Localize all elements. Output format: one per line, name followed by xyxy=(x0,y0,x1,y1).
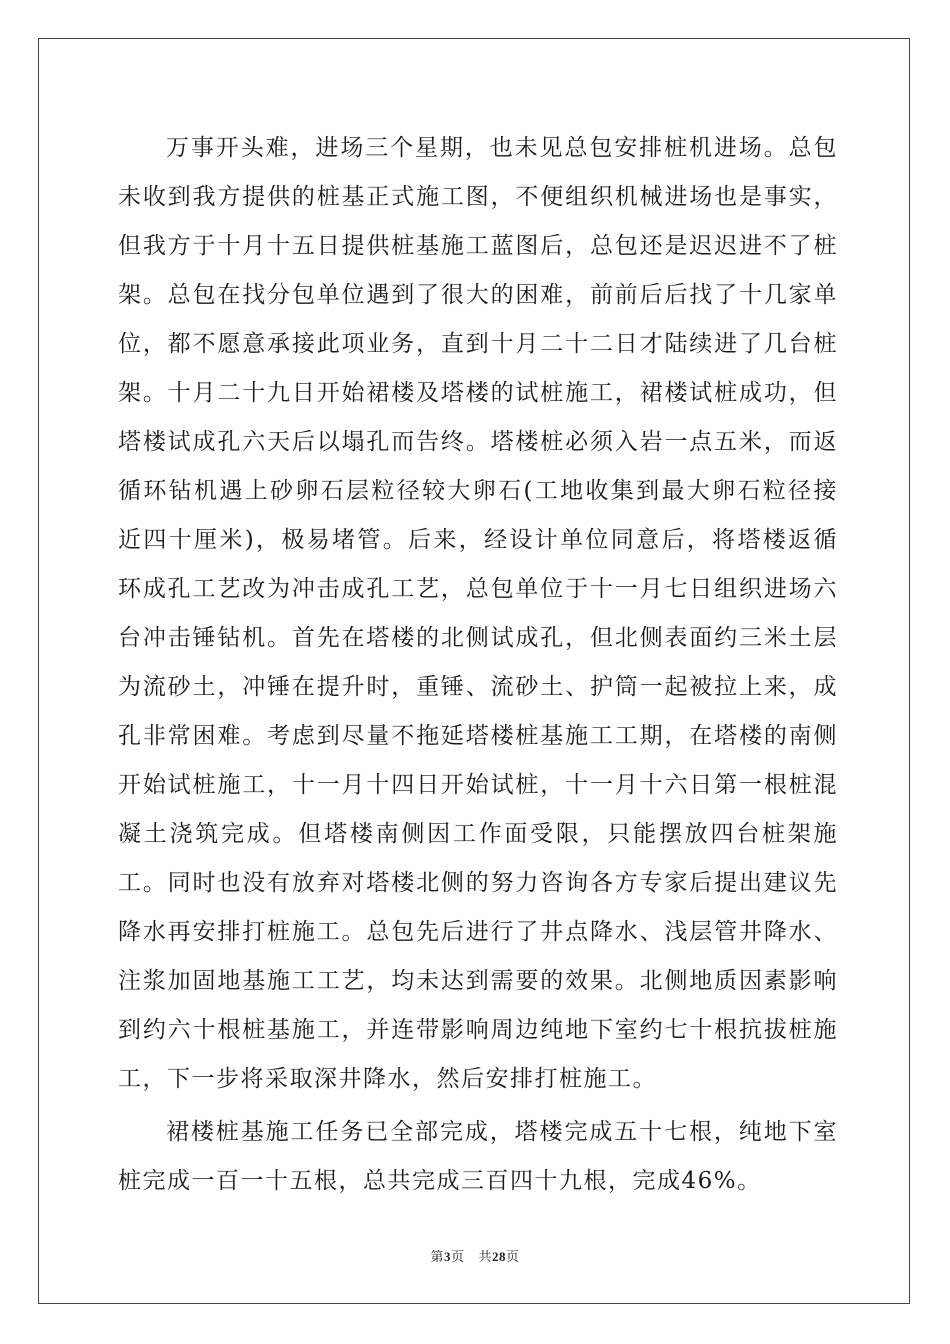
current-page-number: 3 xyxy=(443,1249,451,1264)
page-footer xyxy=(0,1246,950,1265)
page-number-prefix: 第 xyxy=(430,1250,444,1265)
total-pages-suffix: 页 xyxy=(506,1250,520,1265)
paragraph-2: 裙楼桩基施工任务已全部完成，塔楼完成五十七根，纯地下室桩完成一百一十五根，总共完成三百四十九根，完成46%。 xyxy=(118,1119,838,1194)
paragraph-1: 万事开头难，进场三个星期，也未见总包安排桩机进场。总包未收到我方提供的桩基正式施工图，不便组织机械进场也是事实，但我方于十月十五日提供桩基施工蓝图后，总包还是迟迟进不了桩架。总包在找分包单位遇到了很大的困难，前前后后找了十几家单位，都不愿意承接此项业务，直到十月二十二日才陆续进了几台桩架。十月二十九日开始裙楼及塔楼的试桩施工，裙楼试桩成功，但塔楼试成孔六天后以塌孔而告终。塔楼桩必须入岩一点五米，而返循环钻机遇上砂卵石层粒径较大卵石(工地收集到最大卵石粒径接近四十厘米)，极易堵管。后来，经设计单位同意后，将塔楼返循环成孔工艺改为冲击成孔工艺，总包单位于十一月七日组织进场六台冲击锤钻机。首先在塔楼的北侧试成孔，但北侧表面约三米土层为流砂土，冲锤在提升时，重锤、流砂土、护筒一起被拉上来，成孔非常困难。考虑到尽量不拖延塔楼桩基施工工期，在塔楼的南侧开始试桩施工，十一月十四日开始试桩，十一月十六日第一根桩混凝土浇筑完成。但塔楼南侧因工作面受限，只能摆放四台桩架施工。同时也没有放弃对塔楼北侧的努力咨询各方专家后提出建议先降水再安排打桩施工。总包先后进行了井点降水、浅层管井降水、注浆加固地基施工工艺，均未达到需要的效果。北侧地质因素影响到约六十根桩基施工，并连带影响周边纯地下室约七十根抗拔桩施工，下一步将采取深井降水，然后安排打桩施工。 xyxy=(118,135,838,1092)
total-page-number: 28 xyxy=(492,1249,507,1264)
document-body xyxy=(118,124,838,1206)
total-pages-prefix: 共 xyxy=(478,1250,493,1265)
page-number-suffix: 页 xyxy=(450,1250,465,1265)
